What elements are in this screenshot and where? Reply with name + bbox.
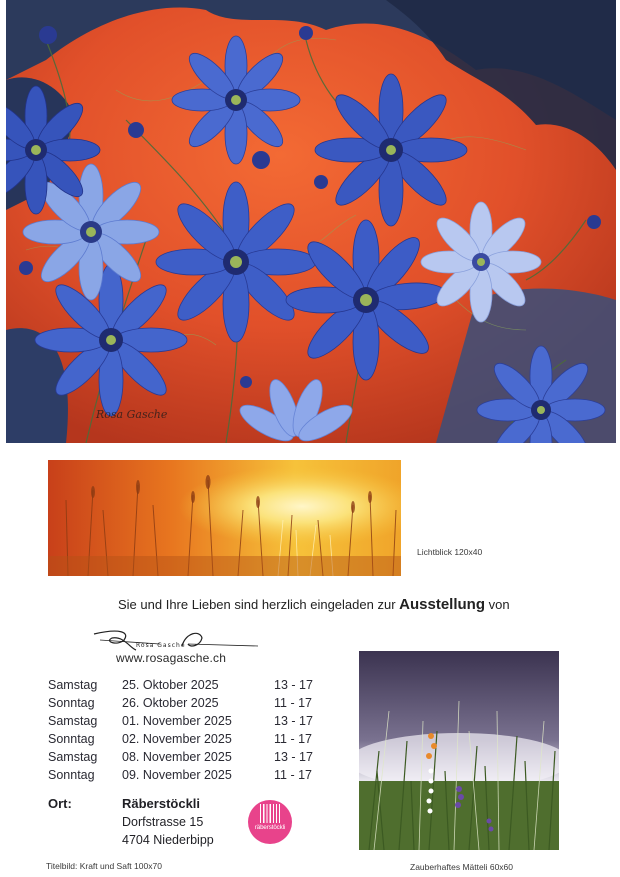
schedule-time: 13 - 17 [274, 678, 313, 692]
venue-city: 4704 Niederbipp [122, 833, 214, 847]
venue-name: Räberstöckli [122, 796, 201, 811]
schedule-day: Samstag [48, 714, 98, 728]
schedule-date: 25. Oktober 2025 [122, 678, 219, 692]
schedule-date: 26. Oktober 2025 [122, 696, 219, 710]
invitation-text: Sie und Ihre Lieben sind herzlich eingeladen zur [118, 597, 396, 612]
venue-logo-mark [260, 804, 280, 823]
painting-zauberhaftes-maetteli-caption: Zauberhaftes Mätteli 60x60 [410, 862, 514, 872]
invitation-highlight: Ausstellung [399, 596, 485, 613]
schedule-date: 08. November 2025 [122, 750, 232, 764]
painting-zauberhaftes-maetteli [359, 651, 559, 850]
invitation-text-after: von [488, 597, 510, 612]
schedule-time: 11 - 17 [274, 696, 312, 710]
venue-label: Ort: [48, 796, 72, 811]
schedule-date: 09. November 2025 [122, 768, 232, 782]
painting-lichtblick-caption: Lichtblick 120x40 [417, 547, 483, 557]
venue-street: Dorfstrasse 15 [122, 815, 204, 829]
painting-lichtblick-artwork [48, 460, 401, 576]
schedule-date: 02. November 2025 [122, 732, 232, 746]
schedule-row [48, 678, 338, 696]
schedule-row [48, 750, 338, 768]
schedule-row [48, 696, 338, 714]
schedule-time: 11 - 17 [274, 768, 312, 782]
opening-schedule [48, 678, 338, 786]
painting-lichtblick [48, 460, 401, 576]
painting-zauberhaftes-maetteli-artwork [359, 651, 559, 850]
artist-signature-text: Rosa Gasche [136, 642, 186, 649]
schedule-time: 11 - 17 [274, 732, 312, 746]
schedule-row [48, 714, 338, 732]
artist-website[interactable]: www.rosagasche.ch [116, 651, 227, 665]
invitation-line [118, 596, 510, 613]
schedule-time: 13 - 17 [274, 750, 313, 764]
venue-logo [248, 800, 292, 844]
hero-painting-signature: Rosa Gasche [96, 408, 168, 421]
schedule-date: 01. November 2025 [122, 714, 232, 728]
cover-painting-credit: Titelbild: Kraft und Saft 100x70 [46, 861, 162, 871]
schedule-row [48, 768, 338, 786]
hero-painting [6, 0, 616, 443]
schedule-day: Sonntag [48, 768, 95, 782]
schedule-time: 13 - 17 [274, 714, 313, 728]
schedule-day: Sonntag [48, 732, 95, 746]
hero-painting-artwork [6, 0, 616, 443]
venue-logo-text: räberstöckli [254, 824, 286, 831]
schedule-day: Samstag [48, 678, 98, 692]
schedule-day: Sonntag [48, 696, 95, 710]
schedule-day: Samstag [48, 750, 98, 764]
schedule-row [48, 732, 338, 750]
